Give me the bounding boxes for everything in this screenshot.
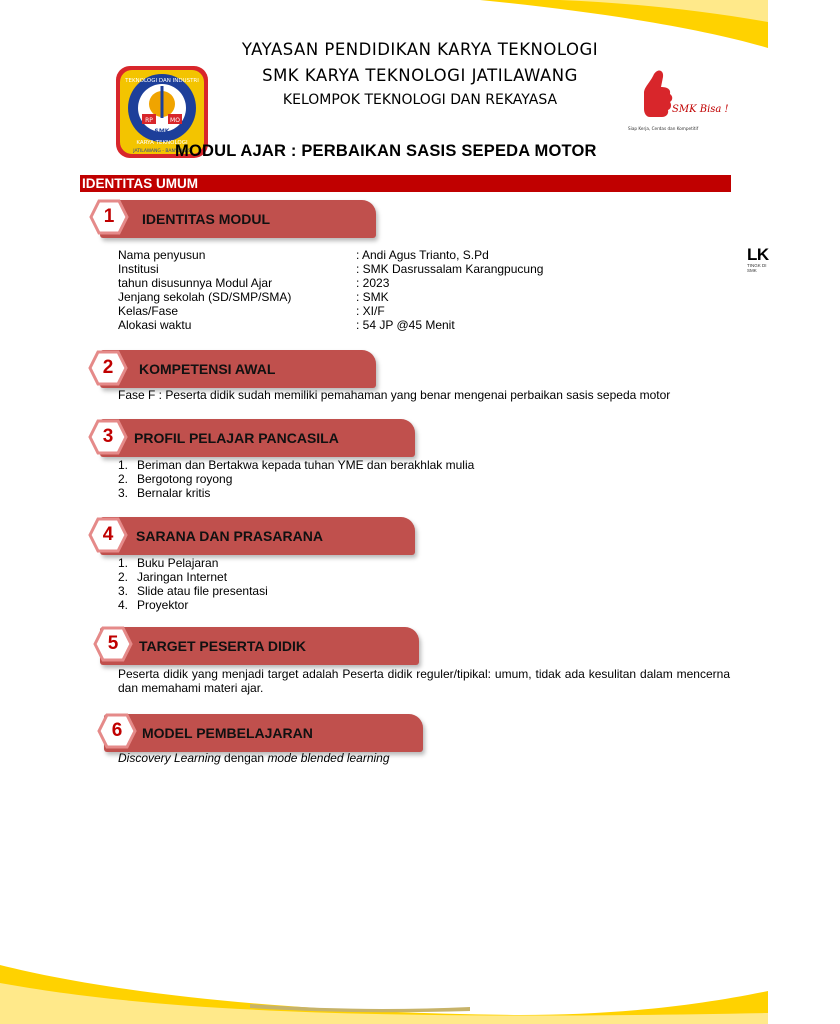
section-title-4: SARANA DAN PRASARANA [136, 528, 323, 544]
identity-label-1: Nama penyusun [118, 248, 206, 262]
svg-text:MO: MO [170, 117, 180, 124]
section-number-3: 3 [102, 426, 114, 447]
identity-value-6: : 54 JP @45 Menit [356, 318, 455, 332]
list-item: 1. Buku Pelajaran [118, 556, 219, 570]
list-item: 3. Slide atau file presentasi [118, 584, 268, 598]
svg-text:KARYA TEKNOLOGI: KARYA TEKNOLOGI [136, 140, 188, 146]
section-title-6: MODEL PEMBELAJARAN [142, 725, 313, 741]
list-item: 3. Bernalar kritis [118, 486, 211, 500]
target-text: Peserta didik yang menjadi target adalah Peserta didik reguler/tipikal: umum, tidak ada kesulitan dalam mencerna dan memahami materi ajar. [118, 667, 730, 695]
identity-value-1: : Andi Agus Trianto, S.Pd [356, 248, 489, 262]
identity-label-3: tahun disusunnya Modul Ajar [118, 276, 273, 290]
svg-text:JATILAWANG - BANYUMAS: JATILAWANG - BANYUMAS [133, 149, 191, 154]
list-item: 1. Beriman dan Bertakwa kepada tuhan YME dan berakhlak mulia [118, 458, 475, 472]
section-number-6: 6 [111, 720, 123, 741]
section-title-1: IDENTITAS MODUL [142, 211, 271, 227]
cropped-side-text: LK TINGK DI SMK [747, 245, 769, 273]
kompetensi-text: Fase F : Peserta didik sudah memiliki pemahaman yang benar mengenai perbaikan sasis sepeda motor [118, 388, 671, 402]
section-number-1: 1 [103, 206, 115, 227]
document-title: MODUL AJAR : PERBAIKAN SASIS SEPEDA MOTOR [175, 142, 597, 160]
svg-text:SMK Bisa !: SMK Bisa ! [672, 104, 729, 115]
identity-value-2: : SMK Dasrussalam Karangpucung [356, 262, 544, 276]
list-item: 2. Jaringan Internet [118, 570, 228, 584]
identity-value-3: : 2023 [356, 276, 390, 290]
svg-text:SMK: SMK [154, 128, 170, 135]
svg-text:TEKNOLOGI DAN INDUSTRI: TEKNOLOGI DAN INDUSTRI [125, 78, 199, 84]
sarana-list [118, 556, 268, 612]
identity-label-5: Kelas/Fase [118, 304, 179, 318]
model-text: Discovery Learning dengan mode blended learning [118, 751, 390, 765]
identity-label-6: Alokasi waktu [118, 318, 192, 332]
section-title-5: TARGET PESERTA DIDIK [139, 638, 306, 654]
svg-text:Siap Kerja, Cerdas dan Kompeti: Siap Kerja, Cerdas dan Kompetitif [628, 126, 699, 131]
smk-bisa-logo [618, 64, 729, 140]
foundation-name: YAYASAN PENDIDIKAN KARYA TEKNOLOGI [241, 40, 599, 59]
identity-value-5: : XI/F [356, 304, 385, 318]
program-name: KELOMPOK TEKNOLOGI DAN REKAYASA [282, 92, 558, 108]
identity-value-4: : SMK [356, 290, 389, 304]
section-number-5: 5 [107, 633, 119, 654]
svg-text:RP: RP [145, 117, 153, 124]
identity-label-2: Institusi [118, 262, 159, 276]
bottom-swoosh-decoration [0, 955, 768, 1024]
section-banner-identitas-umum: IDENTITAS UMUM [80, 175, 731, 192]
identity-label-4: Jenjang sekolah (SD/SMP/SMA) [118, 290, 292, 304]
school-name: SMK KARYA TEKNOLOGI JATILAWANG [262, 66, 578, 85]
section-title-2: KOMPETENSI AWAL [139, 361, 276, 377]
list-item: 2. Bergotong royong [118, 472, 233, 486]
section-title-3: PROFIL PELAJAR PANCASILA [134, 430, 339, 446]
profil-list [118, 458, 474, 500]
list-item: 4. Proyektor [118, 598, 189, 612]
section-number-2: 2 [102, 357, 114, 378]
section-number-4: 4 [102, 524, 114, 545]
